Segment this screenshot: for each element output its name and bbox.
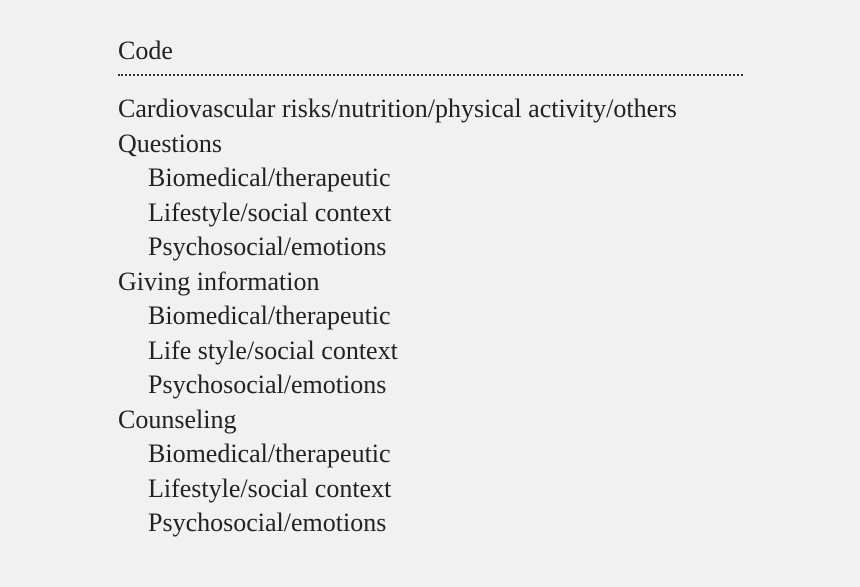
category-row: Counseling: [118, 404, 237, 434]
code-table: [118, 34, 818, 541]
table-header-code: Code: [118, 36, 173, 65]
subcategory-row: Life style/social context: [148, 335, 398, 365]
subcategory-row: Psychosocial/emotions: [148, 232, 387, 261]
subcategory-row: Biomedical/therapeutic: [148, 439, 391, 468]
subcategory-row: Lifestyle/social context: [148, 473, 392, 503]
subcategory-row: Biomedical/therapeutic: [148, 163, 391, 192]
subcategory-row: Psychosocial/emotions: [148, 508, 387, 537]
category-row: Questions: [118, 128, 222, 158]
category-row: Giving information: [118, 266, 320, 296]
dotted-divider: [118, 74, 743, 76]
category-row: Cardiovascular risks/nutrition/physical activity/others: [118, 94, 677, 123]
subcategory-row: Lifestyle/social context: [148, 197, 392, 227]
subcategory-row: Psychosocial/emotions: [148, 370, 387, 399]
code-list: [118, 92, 818, 541]
subcategory-row: Biomedical/therapeutic: [148, 301, 391, 330]
